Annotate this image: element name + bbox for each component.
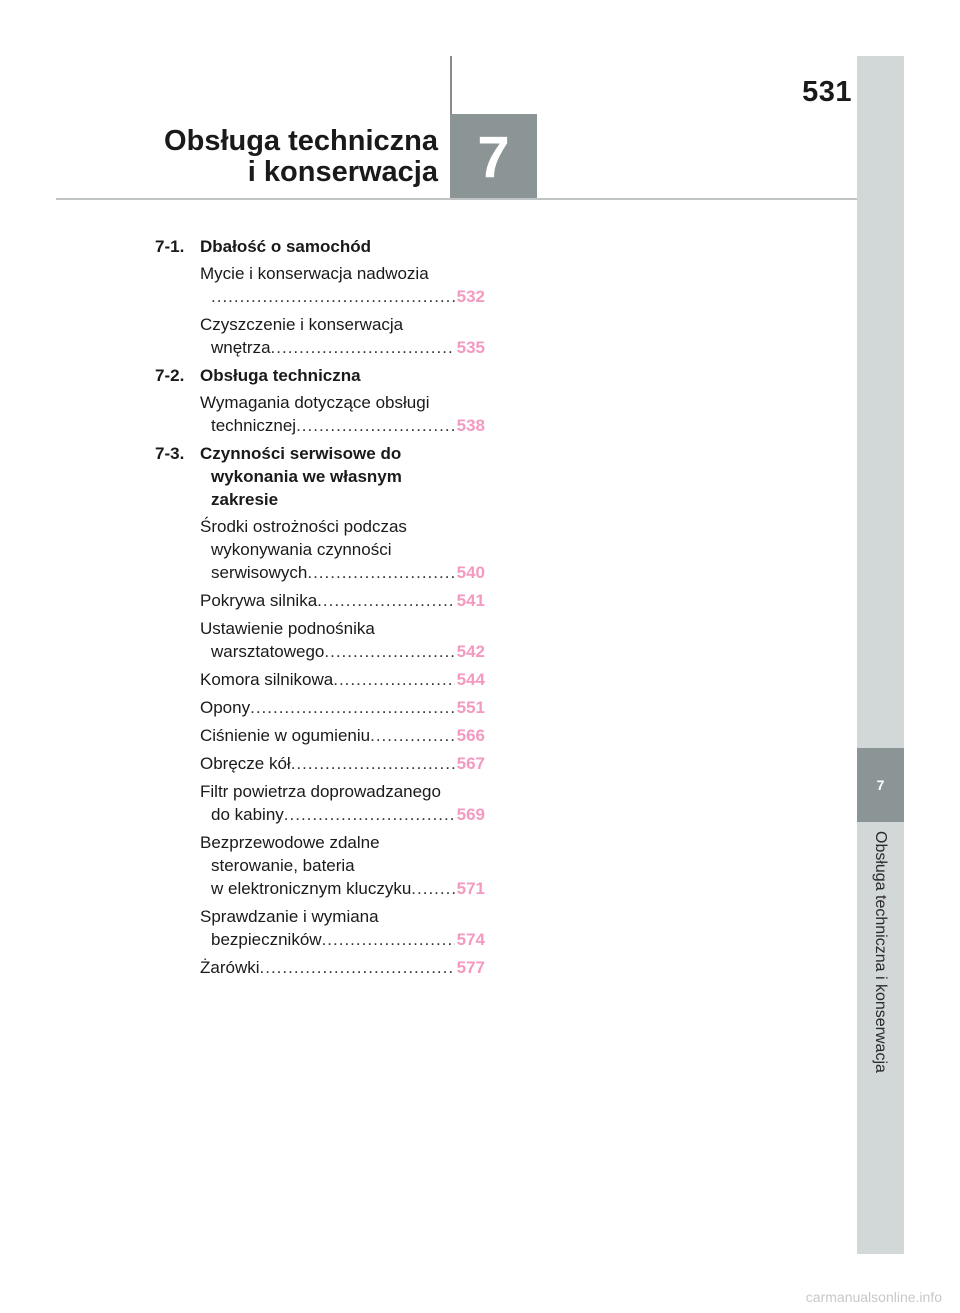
dot-leader <box>322 928 455 951</box>
toc-entry[interactable] <box>200 391 485 437</box>
toc-entry-text-line: Komora silnikowa <box>200 670 334 689</box>
toc-entry-leader-row <box>200 696 485 719</box>
toc-section-title-line: wykonania we własnym <box>211 467 402 486</box>
page-link[interactable]: 542 <box>456 642 485 661</box>
toc-entry-text-line: do kabiny <box>211 805 284 824</box>
toc-entry-text-line: Środki ostrożności podczas <box>200 517 407 536</box>
toc-section-title <box>200 235 485 258</box>
toc-entry-leader-row <box>200 414 485 437</box>
toc-entry[interactable] <box>200 696 485 719</box>
page-link[interactable]: 540 <box>456 563 485 582</box>
dot-leader <box>324 640 454 663</box>
page-link[interactable]: 577 <box>456 958 485 977</box>
toc-entry[interactable] <box>200 780 485 826</box>
page-link[interactable]: 532 <box>456 287 485 306</box>
toc-entry[interactable] <box>200 956 485 979</box>
toc-entry-text-line: wykonywania czynności <box>211 540 392 559</box>
toc-entry[interactable] <box>200 668 485 691</box>
toc-section-heading[interactable] <box>155 364 485 387</box>
toc-entry-text-line: Opony <box>200 698 251 717</box>
page-link[interactable]: 571 <box>456 879 485 898</box>
toc-section-title <box>200 442 485 511</box>
toc-entry[interactable] <box>200 724 485 747</box>
toc-entry-text-line: warsztatowego <box>211 642 325 661</box>
page-number: 531 <box>802 76 852 108</box>
chapter-number-box: 7 <box>450 114 537 200</box>
toc-entry-text-line: Czyszczenie i konserwacja <box>200 315 404 334</box>
toc-entry-leader-row <box>200 928 485 951</box>
page-link[interactable]: 569 <box>456 805 485 824</box>
toc-entry-leader-row <box>200 640 485 663</box>
toc-entry-leader-row <box>200 668 485 691</box>
toc-entry-text-line: wnętrza <box>211 338 271 357</box>
toc-entry-leader-row <box>200 589 485 612</box>
toc-entry-text-line: Sprawdzanie i wymiana <box>200 907 379 926</box>
page-link[interactable]: 574 <box>456 930 485 949</box>
page-link[interactable]: 551 <box>456 698 485 717</box>
toc-entry-leader-row <box>200 956 485 979</box>
toc-entry-text-line: Ciśnienie w ogumieniu <box>200 726 371 745</box>
page-link[interactable]: 538 <box>456 416 485 435</box>
dot-leader <box>284 803 455 826</box>
toc-entry-text-line: w elektronicznym kluczyku <box>211 879 412 898</box>
sidebar-chapter-tab[interactable]: 7 <box>857 748 904 822</box>
dot-leader <box>370 724 455 747</box>
dot-leader <box>291 752 455 775</box>
table-of-contents <box>155 235 485 984</box>
dot-leader <box>296 414 455 437</box>
page-link[interactable]: 544 <box>456 670 485 689</box>
chapter-sidebar <box>857 56 904 1254</box>
toc-entry-text-line: bezpieczników <box>211 930 322 949</box>
toc-section-title-line: Obsługa techniczna <box>200 366 361 385</box>
toc-entry-leader-row <box>200 803 485 826</box>
toc-entry[interactable] <box>200 831 485 900</box>
toc-section-title <box>200 364 485 387</box>
dot-leader <box>333 668 454 691</box>
chapter-title-line: Obsługa techniczna <box>164 125 438 157</box>
dot-leader <box>271 336 455 359</box>
page-link[interactable]: 535 <box>456 338 485 357</box>
toc-entry[interactable] <box>200 752 485 775</box>
toc-entry[interactable] <box>200 262 485 308</box>
toc-section-title-line: zakresie <box>211 490 279 509</box>
toc-section-heading[interactable] <box>155 442 485 511</box>
header-divider-vertical <box>450 56 452 116</box>
toc-entry[interactable] <box>200 515 485 584</box>
dot-leader <box>250 696 455 719</box>
toc-entry-text-line: serwisowych <box>211 563 308 582</box>
toc-entry-leader-row <box>200 752 485 775</box>
header-divider-horizontal <box>56 198 858 200</box>
dot-leader <box>411 877 454 900</box>
toc-section-heading[interactable] <box>155 235 485 258</box>
page-link[interactable]: 541 <box>456 591 485 610</box>
toc-entry-text-line: sterowanie, bateria <box>211 856 355 875</box>
toc-entry-text-line: Filtr powietrza doprowadzanego <box>200 782 441 801</box>
sidebar-vertical-title-text: Obsługa techniczna i konserwacja <box>872 831 889 1073</box>
toc-section-title-line: Czynności serwisowe do <box>200 444 402 463</box>
dot-leader <box>211 285 455 308</box>
chapter-title <box>100 126 438 188</box>
toc-entry[interactable] <box>200 313 485 359</box>
toc-entry[interactable] <box>200 589 485 612</box>
dot-leader <box>307 561 454 584</box>
toc-entry-leader-row <box>200 285 485 308</box>
toc-entry-text-line: Żarówki <box>200 958 260 977</box>
toc-entry-text-line: Pokrywa silnika <box>200 591 318 610</box>
page-link[interactable]: 566 <box>456 726 485 745</box>
toc-section-number: 7-2. <box>155 366 185 385</box>
page-link[interactable]: 567 <box>456 754 485 773</box>
toc-entry[interactable] <box>200 617 485 663</box>
toc-entry-leader-row <box>200 724 485 747</box>
toc-entry-text-line: technicznej <box>211 416 297 435</box>
toc-entry-text-line: Ustawienie podnośnika <box>200 619 375 638</box>
dot-leader <box>260 956 455 979</box>
toc-entry-text-line: Wymagania dotyczące obsługi <box>200 393 430 412</box>
toc-entry-text-line: Bezprzewodowe zdalne <box>200 833 380 852</box>
toc-entry-text-line: Obręcze kół <box>200 754 291 773</box>
toc-section-title-line: Dbałość o samochód <box>200 237 371 256</box>
toc-entry-leader-row <box>200 336 485 359</box>
chapter-title-line: i konserwacja <box>247 156 438 188</box>
footer-watermark: carmanualsonline.info <box>805 1289 942 1305</box>
toc-entry[interactable] <box>200 905 485 951</box>
dot-leader <box>317 589 454 612</box>
toc-section-number: 7-3. <box>155 444 185 463</box>
toc-entry-leader-row <box>200 877 485 900</box>
toc-section-number: 7-1. <box>155 237 185 256</box>
toc-entry-leader-row <box>200 561 485 584</box>
toc-entry-text-line: Mycie i konserwacja nadwozia <box>200 264 429 283</box>
